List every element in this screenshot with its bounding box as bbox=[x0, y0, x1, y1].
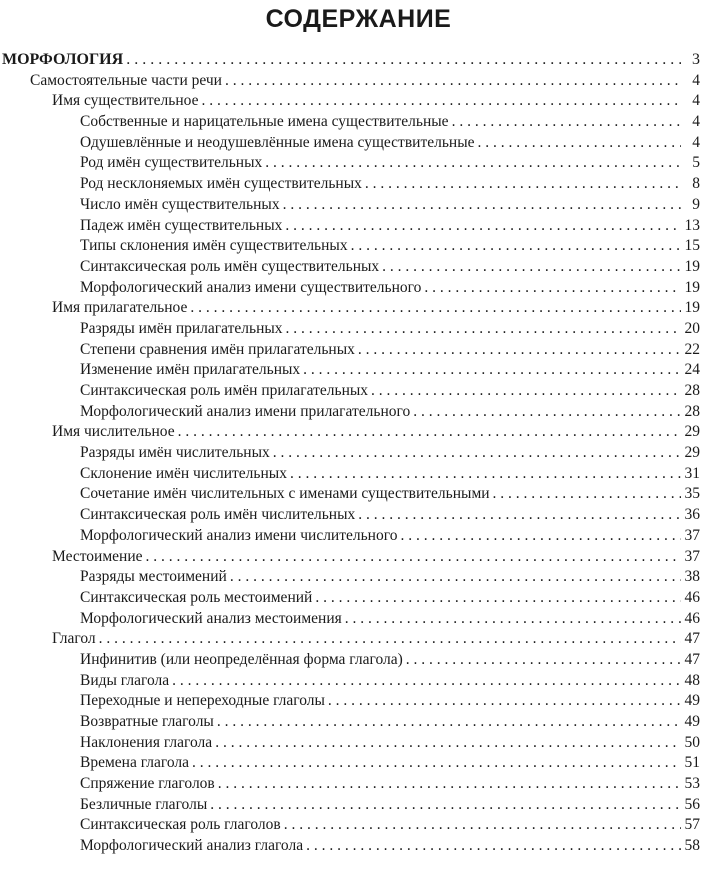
dot-leader bbox=[315, 588, 681, 609]
toc-entry-label: Инфинитив (или неопределённая форма глагола) bbox=[80, 650, 403, 668]
dot-leader bbox=[424, 278, 681, 299]
dot-leader bbox=[286, 319, 681, 340]
toc-entry[interactable] bbox=[0, 50, 717, 71]
toc-entry[interactable] bbox=[0, 319, 717, 340]
dot-leader bbox=[172, 671, 681, 692]
dot-leader bbox=[290, 464, 681, 485]
toc-entry-label: Морфологический анализ глагола bbox=[80, 837, 304, 855]
toc-entry-page-number: 5 bbox=[692, 154, 700, 172]
toc-entry-page-number: 19 bbox=[684, 278, 700, 296]
toc-entry[interactable] bbox=[0, 381, 717, 402]
toc-entry-label: Синтаксическая роль глаголов bbox=[80, 816, 281, 834]
dot-leader bbox=[230, 567, 681, 588]
toc-entry-label: Спряжение глаголов bbox=[80, 775, 215, 793]
toc-entry-label: Глагол bbox=[52, 630, 96, 648]
toc-entry-page-number: 35 bbox=[684, 485, 700, 503]
toc-entry-page-number: 29 bbox=[684, 444, 700, 462]
toc-entry-label: Синтаксическая роль имён числительных bbox=[80, 506, 356, 524]
toc-entry[interactable] bbox=[0, 691, 717, 712]
toc-entry[interactable] bbox=[0, 91, 717, 112]
toc-entry[interactable] bbox=[0, 236, 717, 257]
toc-entry-label: Изменение имён прилагательных bbox=[80, 361, 301, 379]
toc-entry-label: Типы склонения имён существительных bbox=[80, 237, 348, 255]
toc-entry-page-number: 38 bbox=[684, 568, 700, 586]
toc-entry-page-number: 57 bbox=[684, 816, 700, 834]
toc-entry-page-number: 13 bbox=[684, 216, 700, 234]
toc-entry-page-number: 47 bbox=[684, 650, 700, 668]
dot-leader bbox=[478, 133, 682, 154]
toc-entry-label: Местоимение bbox=[52, 547, 143, 565]
toc-entry-page-number: 47 bbox=[684, 630, 700, 648]
toc-entry-label: Число имён существительных bbox=[80, 195, 280, 213]
toc-entry[interactable] bbox=[0, 712, 717, 733]
toc-entry[interactable] bbox=[0, 360, 717, 381]
toc-entry[interactable] bbox=[0, 753, 717, 774]
dot-leader bbox=[284, 815, 681, 836]
toc-entry-page-number: 46 bbox=[684, 588, 700, 606]
toc-entry-label: Склонение имён числительных bbox=[80, 464, 287, 482]
toc-entry-label: МОРФОЛОГИЯ bbox=[2, 51, 124, 68]
toc-entry[interactable] bbox=[0, 609, 717, 630]
toc-entry-label: Степени сравнения имён прилагательных bbox=[80, 340, 355, 358]
toc-entry-page-number: 4 bbox=[692, 71, 700, 89]
toc-entry[interactable] bbox=[0, 340, 717, 361]
toc-entry-page-number: 50 bbox=[684, 733, 700, 751]
dot-leader bbox=[178, 422, 681, 443]
dot-leader bbox=[371, 381, 681, 402]
toc-entry-label: Морфологический анализ местоимения bbox=[80, 609, 342, 627]
toc-entry-label: Морфологический анализ имени существительного bbox=[80, 278, 422, 296]
toc-entry-label: Самостоятельные части речи bbox=[30, 71, 222, 89]
dot-leader bbox=[273, 443, 681, 464]
toc-entry-label: Сочетание имён числительных с именами существительными bbox=[80, 485, 490, 503]
dot-leader bbox=[265, 153, 681, 174]
table-of-contents bbox=[0, 50, 717, 857]
toc-entry-page-number: 28 bbox=[684, 382, 700, 399]
dot-leader bbox=[201, 91, 681, 112]
dot-leader bbox=[358, 340, 681, 361]
toc-entry-label: Синтаксическая роль имён прилагательных bbox=[80, 382, 369, 399]
toc-entry-label: Род имён существительных bbox=[80, 154, 263, 172]
dot-leader bbox=[126, 50, 681, 71]
dot-leader bbox=[192, 753, 681, 774]
toc-entry-page-number: 28 bbox=[684, 402, 700, 420]
toc-entry-page-number: 56 bbox=[684, 795, 700, 813]
dot-leader bbox=[345, 609, 681, 630]
toc-entry-label: Падеж имён существительных bbox=[80, 216, 283, 234]
toc-entry-label: Разряды местоимений bbox=[80, 568, 227, 586]
toc-entry-label: Род несклоняемых имён существительных bbox=[80, 175, 362, 193]
toc-entry-page-number: 31 bbox=[684, 464, 700, 482]
dot-leader bbox=[358, 505, 681, 526]
toc-entry[interactable] bbox=[0, 588, 717, 609]
dot-leader bbox=[210, 795, 681, 816]
toc-entry-page-number: 49 bbox=[684, 713, 700, 730]
toc-entry[interactable] bbox=[0, 195, 717, 216]
toc-entry-page-number: 3 bbox=[692, 51, 700, 68]
toc-entry-label: Безличные глаголы bbox=[80, 795, 208, 813]
dot-leader bbox=[382, 257, 681, 278]
dot-leader bbox=[225, 71, 681, 92]
dot-leader bbox=[217, 712, 681, 733]
toc-entry-page-number: 51 bbox=[684, 754, 700, 772]
toc-entry[interactable] bbox=[0, 257, 717, 278]
toc-entry-label: Разряды имён числительных bbox=[80, 444, 270, 462]
toc-entry-page-number: 4 bbox=[692, 113, 700, 131]
toc-entry-page-number: 19 bbox=[684, 257, 700, 275]
toc-entry[interactable] bbox=[0, 526, 717, 547]
toc-entry[interactable] bbox=[0, 650, 717, 671]
toc-entry-page-number: 4 bbox=[692, 92, 700, 110]
toc-entry-page-number: 53 bbox=[684, 775, 700, 793]
toc-entry-page-number: 58 bbox=[684, 837, 700, 855]
dot-leader bbox=[146, 547, 682, 568]
dot-leader bbox=[218, 774, 681, 795]
toc-entry-label: Морфологический анализ имени числительного bbox=[80, 526, 398, 544]
toc-entry-page-number: 24 bbox=[684, 361, 700, 379]
toc-entry-label: Разряды имён прилагательных bbox=[80, 319, 283, 337]
dot-leader bbox=[400, 526, 681, 547]
dot-leader bbox=[215, 733, 681, 754]
toc-entry[interactable] bbox=[0, 402, 717, 423]
toc-entry-label: Морфологический анализ имени прилагательного bbox=[80, 402, 411, 420]
dot-leader bbox=[306, 836, 681, 857]
toc-entry-page-number: 37 bbox=[684, 526, 700, 544]
toc-entry-label: Виды глагола bbox=[80, 671, 170, 689]
toc-entry-label: Имя числительное bbox=[52, 423, 175, 441]
toc-entry[interactable] bbox=[0, 71, 717, 92]
toc-entry-label: Синтаксическая роль имён существительных bbox=[80, 257, 380, 275]
dot-leader bbox=[285, 216, 681, 237]
toc-entry-page-number: 20 bbox=[684, 319, 700, 337]
toc-entry[interactable] bbox=[0, 298, 717, 319]
toc-entry-page-number: 15 bbox=[684, 237, 700, 255]
toc-entry-label: Одушевлённые и неодушевлённые имена существительные bbox=[80, 133, 475, 151]
toc-entry-label: Переходные и непереходные глаголы bbox=[80, 692, 325, 710]
toc-entry-page-number: 4 bbox=[692, 133, 700, 151]
dot-leader bbox=[406, 650, 681, 671]
dot-leader bbox=[283, 195, 681, 216]
dot-leader bbox=[452, 112, 681, 133]
toc-entry[interactable] bbox=[0, 629, 717, 650]
dot-leader bbox=[365, 174, 681, 195]
toc-entry[interactable] bbox=[0, 733, 717, 754]
toc-entry-label: Имя прилагательное bbox=[52, 299, 188, 317]
toc-entry[interactable] bbox=[0, 671, 717, 692]
toc-entry[interactable] bbox=[0, 815, 717, 836]
toc-entry-label: Синтаксическая роль местоимений bbox=[80, 588, 313, 606]
toc-entry[interactable] bbox=[0, 484, 717, 505]
toc-entry-page-number: 46 bbox=[684, 609, 700, 627]
toc-entry-page-number: 49 bbox=[684, 692, 700, 710]
toc-entry-label: Собственные и нарицательные имена существительные bbox=[80, 113, 449, 131]
toc-entry-label: Имя существительное bbox=[52, 92, 199, 110]
toc-entry[interactable] bbox=[0, 174, 717, 195]
dot-leader bbox=[328, 691, 681, 712]
page-title: СОДЕРЖАНИЕ bbox=[265, 5, 452, 33]
toc-entry[interactable] bbox=[0, 422, 717, 443]
toc-entry[interactable] bbox=[0, 216, 717, 237]
dot-leader bbox=[190, 298, 681, 319]
dot-leader bbox=[303, 360, 681, 381]
toc-entry[interactable] bbox=[0, 112, 717, 133]
toc-entry-page-number: 19 bbox=[684, 299, 700, 317]
toc-entry[interactable] bbox=[0, 443, 717, 464]
dot-leader bbox=[493, 484, 681, 505]
toc-entry-page-number: 8 bbox=[692, 175, 700, 193]
toc-entry[interactable] bbox=[0, 464, 717, 485]
toc-entry[interactable] bbox=[0, 133, 717, 154]
toc-entry[interactable] bbox=[0, 774, 717, 795]
toc-entry[interactable] bbox=[0, 278, 717, 299]
toc-entry[interactable] bbox=[0, 547, 717, 568]
toc-entry[interactable] bbox=[0, 836, 717, 857]
toc-entry[interactable] bbox=[0, 567, 717, 588]
dot-leader bbox=[99, 629, 681, 650]
toc-entry-page-number: 9 bbox=[692, 195, 700, 213]
toc-entry-label: Возвратные глаголы bbox=[80, 713, 214, 730]
dot-leader bbox=[351, 236, 681, 257]
toc-entry-page-number: 37 bbox=[684, 547, 700, 565]
toc-entry-page-number: 22 bbox=[684, 340, 700, 358]
toc-entry[interactable] bbox=[0, 795, 717, 816]
toc-entry-label: Времена глагола bbox=[80, 754, 190, 772]
toc-entry-label: Наклонения глагола bbox=[80, 733, 213, 751]
dot-leader bbox=[413, 402, 681, 423]
toc-entry[interactable] bbox=[0, 153, 717, 174]
toc-entry-page-number: 36 bbox=[684, 506, 700, 524]
toc-entry-page-number: 48 bbox=[684, 671, 700, 689]
toc-entry-page-number: 29 bbox=[684, 423, 700, 441]
toc-entry[interactable] bbox=[0, 505, 717, 526]
